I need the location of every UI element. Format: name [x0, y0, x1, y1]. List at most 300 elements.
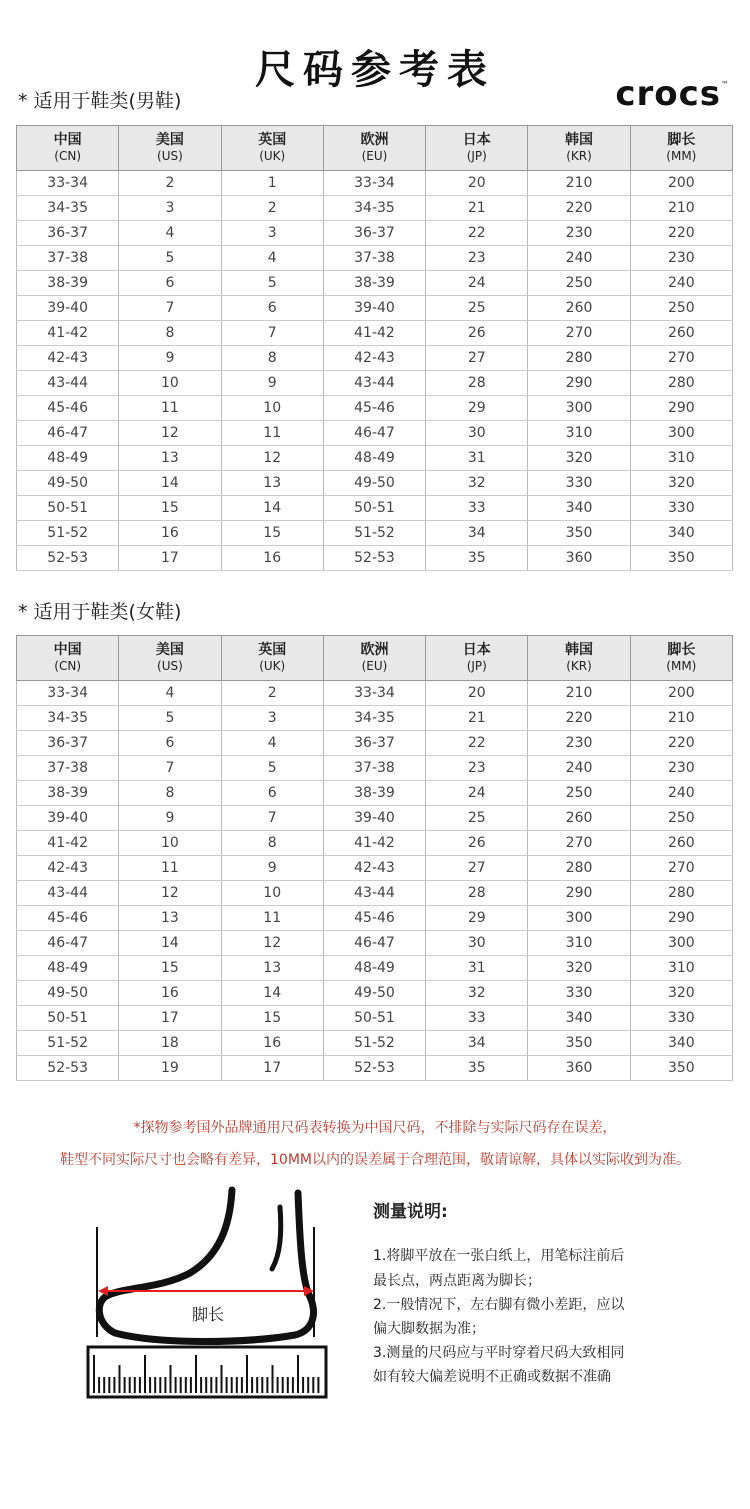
table-cell: 310: [528, 421, 630, 446]
column-header-label: 欧洲: [360, 642, 389, 658]
table-cell: 290: [630, 906, 732, 931]
table-cell: 11: [119, 856, 221, 881]
women-section-label: * 适用于鞋类(女鞋): [18, 601, 182, 623]
table-row: [17, 956, 733, 981]
table-cell: 20: [426, 681, 528, 706]
column-header: [17, 126, 119, 171]
table-cell: 49-50: [17, 981, 119, 1006]
table-cell: 16: [221, 546, 323, 571]
table-cell: 310: [630, 446, 732, 471]
table-row: [17, 1006, 733, 1031]
table-cell: 9: [221, 856, 323, 881]
table-cell: 3: [221, 221, 323, 246]
table-row: [17, 881, 733, 906]
table-cell: 270: [528, 831, 630, 856]
table-cell: 13: [119, 446, 221, 471]
table-cell: 34-35: [323, 706, 425, 731]
column-header-label: 日本: [462, 132, 491, 148]
column-header: [528, 126, 630, 171]
table-cell: 210: [630, 706, 732, 731]
table-row: [17, 831, 733, 856]
table-cell: 7: [119, 756, 221, 781]
table-header-row: [17, 126, 733, 171]
table-cell: 280: [630, 881, 732, 906]
table-cell: 14: [221, 981, 323, 1006]
table-cell: 13: [119, 906, 221, 931]
table-cell: 9: [119, 806, 221, 831]
table-cell: 43-44: [17, 371, 119, 396]
table-cell: 33: [426, 1006, 528, 1031]
table-cell: 4: [221, 246, 323, 271]
crocs-logo: [615, 74, 730, 114]
column-header: [630, 126, 732, 171]
table-cell: 300: [528, 396, 630, 421]
table-row: [17, 906, 733, 931]
measure-line-2: 最长点，两点距离为脚长；: [373, 1273, 541, 1289]
table-cell: 49-50: [323, 981, 425, 1006]
measure-line-5: 3.测量的尺码应与平时穿着尺码大致相同: [373, 1345, 625, 1361]
table-cell: 330: [630, 496, 732, 521]
column-header-label: 韩国: [565, 642, 594, 658]
table-cell: 210: [630, 196, 732, 221]
table-row: [17, 196, 733, 221]
table-cell: 8: [119, 781, 221, 806]
table-cell: 340: [630, 521, 732, 546]
column-header-sub: (KR): [566, 659, 592, 673]
brand-name: crocs: [615, 74, 721, 114]
table-row: [17, 346, 733, 371]
table-cell: 45-46: [323, 906, 425, 931]
table-cell: 280: [528, 346, 630, 371]
column-header: [323, 126, 425, 171]
brand-tm: ™: [721, 80, 730, 89]
table-cell: 34-35: [17, 196, 119, 221]
table-cell: 4: [221, 731, 323, 756]
table-cell: 230: [630, 756, 732, 781]
table-cell: 38-39: [17, 271, 119, 296]
table-cell: 6: [221, 296, 323, 321]
table-cell: 360: [528, 546, 630, 571]
table-cell: 3: [119, 196, 221, 221]
table-cell: 350: [630, 1056, 732, 1081]
table-cell: 30: [426, 931, 528, 956]
table-cell: 320: [528, 956, 630, 981]
table-cell: 17: [119, 546, 221, 571]
table-cell: 300: [630, 931, 732, 956]
table-cell: 37-38: [17, 756, 119, 781]
table-row: [17, 856, 733, 881]
table-cell: 37-38: [17, 246, 119, 271]
table-cell: 42-43: [17, 346, 119, 371]
table-row: [17, 271, 733, 296]
table-cell: 36-37: [323, 221, 425, 246]
column-header-sub: (UK): [259, 659, 286, 673]
column-header-label: 中国: [53, 132, 82, 148]
table-header-row: [17, 636, 733, 681]
table-cell: 30: [426, 421, 528, 446]
table-cell: 330: [528, 471, 630, 496]
table-cell: 52-53: [17, 546, 119, 571]
column-header-label: 欧洲: [360, 132, 389, 148]
column-header: [426, 126, 528, 171]
table-cell: 10: [221, 396, 323, 421]
table-cell: 39-40: [323, 296, 425, 321]
measure-line-4: 偏大脚数据为准；: [373, 1321, 485, 1337]
measure-title: 测量说明:: [373, 1202, 448, 1222]
table-cell: 29: [426, 396, 528, 421]
table-cell: 5: [119, 706, 221, 731]
table-cell: 22: [426, 731, 528, 756]
column-header: [119, 636, 221, 681]
table-cell: 16: [119, 521, 221, 546]
table-cell: 42-43: [17, 856, 119, 881]
table-cell: 3: [221, 706, 323, 731]
table-cell: 14: [119, 471, 221, 496]
table-cell: 250: [528, 271, 630, 296]
table-row: [17, 546, 733, 571]
table-cell: 34-35: [323, 196, 425, 221]
table-cell: 38-39: [323, 271, 425, 296]
table-cell: 300: [528, 906, 630, 931]
table-row: [17, 471, 733, 496]
table-cell: 48-49: [323, 956, 425, 981]
table-cell: 27: [426, 346, 528, 371]
column-header-label: 英国: [258, 642, 287, 658]
table-cell: 260: [528, 296, 630, 321]
table-cell: 15: [221, 1006, 323, 1031]
table-cell: 33-34: [323, 681, 425, 706]
table-cell: 12: [119, 881, 221, 906]
table-cell: 1: [221, 171, 323, 196]
table-cell: 41-42: [323, 831, 425, 856]
table-cell: 34: [426, 1031, 528, 1056]
column-header-label: 美国: [155, 642, 184, 658]
foot-inner-line: [272, 1207, 281, 1269]
measure-line-6: 如有较大偏差说明不正确或数据不准确: [373, 1369, 611, 1385]
table-cell: 33-34: [17, 681, 119, 706]
table-row: [17, 731, 733, 756]
table-row: [17, 706, 733, 731]
table-cell: 10: [221, 881, 323, 906]
table-cell: 240: [528, 756, 630, 781]
table-cell: 51-52: [323, 1031, 425, 1056]
column-header-label: 美国: [155, 132, 184, 148]
table-cell: 6: [119, 731, 221, 756]
table-cell: 38-39: [323, 781, 425, 806]
table-cell: 48-49: [17, 446, 119, 471]
table-cell: 2: [119, 171, 221, 196]
table-cell: 7: [119, 296, 221, 321]
table-cell: 34-35: [17, 706, 119, 731]
table-cell: 330: [528, 981, 630, 1006]
table-cell: 15: [119, 496, 221, 521]
table-cell: 12: [221, 446, 323, 471]
table-cell: 12: [119, 421, 221, 446]
table-cell: 340: [528, 496, 630, 521]
ruler-ticks: [94, 1355, 318, 1393]
table-row: [17, 521, 733, 546]
table-cell: 22: [426, 221, 528, 246]
women-size-table: [16, 635, 733, 1081]
table-cell: 11: [119, 396, 221, 421]
column-header-label: 脚长: [667, 132, 696, 148]
column-header-sub: (US): [157, 659, 183, 673]
table-cell: 280: [528, 856, 630, 881]
table-cell: 300: [630, 421, 732, 446]
table-cell: 43-44: [17, 881, 119, 906]
column-header-sub: (EU): [361, 149, 388, 163]
table-row: [17, 321, 733, 346]
table-cell: 280: [630, 371, 732, 396]
table-cell: 38-39: [17, 781, 119, 806]
table-cell: 11: [221, 906, 323, 931]
table-cell: 230: [630, 246, 732, 271]
table-cell: 290: [630, 396, 732, 421]
table-cell: 50-51: [17, 1006, 119, 1031]
column-header: [221, 636, 323, 681]
table-cell: 270: [630, 856, 732, 881]
table-row: [17, 806, 733, 831]
column-header: [17, 636, 119, 681]
table-cell: 35: [426, 546, 528, 571]
table-cell: 320: [630, 981, 732, 1006]
column-header-sub: (MM): [666, 149, 697, 163]
table-cell: 230: [528, 221, 630, 246]
table-cell: 270: [528, 321, 630, 346]
table-row: [17, 1031, 733, 1056]
table-cell: 21: [426, 706, 528, 731]
table-cell: 49-50: [323, 471, 425, 496]
table-cell: 23: [426, 756, 528, 781]
table-cell: 17: [221, 1056, 323, 1081]
table-cell: 17: [119, 1006, 221, 1031]
men-section-label: * 适用于鞋类(男鞋): [18, 90, 182, 112]
table-cell: 39-40: [323, 806, 425, 831]
table-cell: 14: [221, 496, 323, 521]
table-cell: 45-46: [323, 396, 425, 421]
foot-measure-diagram: [80, 1185, 340, 1405]
measure-line-3: 2.一般情况下，左右脚有微小差距，应以: [373, 1297, 625, 1313]
table-cell: 260: [630, 321, 732, 346]
column-header-label: 脚长: [667, 642, 696, 658]
table-cell: 51-52: [17, 521, 119, 546]
table-cell: 2: [221, 196, 323, 221]
table-row: [17, 171, 733, 196]
table-cell: 41-42: [323, 321, 425, 346]
column-header-sub: (JP): [466, 149, 487, 163]
table-cell: 270: [630, 346, 732, 371]
column-header-sub: (CN): [54, 149, 81, 163]
table-cell: 36-37: [323, 731, 425, 756]
table-row: [17, 681, 733, 706]
table-row: [17, 371, 733, 396]
table-cell: 220: [630, 731, 732, 756]
table-cell: 200: [630, 681, 732, 706]
table-cell: 11: [221, 421, 323, 446]
table-cell: 15: [221, 521, 323, 546]
table-cell: 33-34: [17, 171, 119, 196]
table-cell: 36-37: [17, 731, 119, 756]
table-cell: 5: [119, 246, 221, 271]
table-row: [17, 981, 733, 1006]
table-cell: 52-53: [323, 546, 425, 571]
table-cell: 10: [119, 371, 221, 396]
table-cell: 13: [221, 471, 323, 496]
disclaimer-line-2: 鞋型不同实际尺寸也会略有差异，10MM以内的误差属于合理范围，敬请谅解，具体以实际收到为准。: [60, 1152, 690, 1168]
table-cell: 28: [426, 371, 528, 396]
table-cell: 28: [426, 881, 528, 906]
table-row: [17, 296, 733, 321]
table-cell: 34: [426, 521, 528, 546]
column-header: [119, 126, 221, 171]
table-row: [17, 756, 733, 781]
table-cell: 50-51: [323, 1006, 425, 1031]
table-cell: 260: [630, 831, 732, 856]
table-cell: 240: [630, 271, 732, 296]
table-cell: 36-37: [17, 221, 119, 246]
table-cell: 45-46: [17, 396, 119, 421]
table-cell: 46-47: [323, 421, 425, 446]
table-cell: 43-44: [323, 371, 425, 396]
table-cell: 220: [630, 221, 732, 246]
table-cell: 31: [426, 446, 528, 471]
column-header: [426, 636, 528, 681]
table-cell: 260: [528, 806, 630, 831]
table-cell: 350: [528, 521, 630, 546]
table-cell: 7: [221, 806, 323, 831]
table-cell: 20: [426, 171, 528, 196]
table-row: [17, 1056, 733, 1081]
table-row: [17, 781, 733, 806]
table-cell: 41-42: [17, 831, 119, 856]
table-cell: 46-47: [323, 931, 425, 956]
table-cell: 23: [426, 246, 528, 271]
table-cell: 31: [426, 956, 528, 981]
table-cell: 16: [119, 981, 221, 1006]
column-header-label: 韩国: [565, 132, 594, 148]
table-cell: 39-40: [17, 296, 119, 321]
measure-line-1: 1.将脚平放在一张白纸上，用笔标注前后: [373, 1248, 625, 1264]
column-header-sub: (EU): [361, 659, 388, 673]
table-cell: 360: [528, 1056, 630, 1081]
table-cell: 320: [528, 446, 630, 471]
table-cell: 8: [221, 831, 323, 856]
column-header-label: 中国: [53, 642, 82, 658]
table-row: [17, 496, 733, 521]
table-cell: 21: [426, 196, 528, 221]
table-cell: 14: [119, 931, 221, 956]
table-row: [17, 421, 733, 446]
table-cell: 290: [528, 881, 630, 906]
table-cell: 19: [119, 1056, 221, 1081]
table-cell: 42-43: [323, 856, 425, 881]
table-cell: 10: [119, 831, 221, 856]
table-cell: 210: [528, 171, 630, 196]
table-cell: 7: [221, 321, 323, 346]
table-cell: 42-43: [323, 346, 425, 371]
table-cell: 25: [426, 296, 528, 321]
table-cell: 52-53: [323, 1056, 425, 1081]
table-cell: 50-51: [323, 496, 425, 521]
column-header-sub: (UK): [259, 149, 286, 163]
table-cell: 41-42: [17, 321, 119, 346]
table-cell: 46-47: [17, 421, 119, 446]
table-cell: 6: [119, 271, 221, 296]
table-cell: 52-53: [17, 1056, 119, 1081]
table-cell: 32: [426, 981, 528, 1006]
table-row: [17, 446, 733, 471]
table-cell: 8: [221, 346, 323, 371]
table-cell: 250: [630, 296, 732, 321]
table-cell: 310: [630, 956, 732, 981]
table-cell: 240: [630, 781, 732, 806]
table-cell: 5: [221, 271, 323, 296]
column-header-sub: (KR): [566, 149, 592, 163]
column-header: [221, 126, 323, 171]
table-cell: 46-47: [17, 931, 119, 956]
table-cell: 12: [221, 931, 323, 956]
column-header: [323, 636, 425, 681]
table-cell: 33-34: [323, 171, 425, 196]
table-cell: 32: [426, 471, 528, 496]
table-cell: 5: [221, 756, 323, 781]
table-cell: 29: [426, 906, 528, 931]
foot-length-label: 脚长: [191, 1305, 225, 1324]
table-cell: 27: [426, 856, 528, 881]
table-cell: 320: [630, 471, 732, 496]
table-cell: 48-49: [17, 956, 119, 981]
table-cell: 290: [528, 371, 630, 396]
table-cell: 8: [119, 321, 221, 346]
column-header: [630, 636, 732, 681]
table-cell: 25: [426, 806, 528, 831]
table-row: [17, 931, 733, 956]
table-cell: 250: [528, 781, 630, 806]
table-cell: 340: [630, 1031, 732, 1056]
table-cell: 6: [221, 781, 323, 806]
table-cell: 240: [528, 246, 630, 271]
table-cell: 37-38: [323, 246, 425, 271]
table-cell: 250: [630, 806, 732, 831]
table-cell: 51-52: [17, 1031, 119, 1056]
column-header: [528, 636, 630, 681]
table-cell: 330: [630, 1006, 732, 1031]
men-size-table: [16, 125, 733, 571]
table-cell: 4: [119, 681, 221, 706]
table-cell: 24: [426, 781, 528, 806]
table-row: [17, 246, 733, 271]
table-cell: 51-52: [323, 521, 425, 546]
table-cell: 50-51: [17, 496, 119, 521]
table-cell: 200: [630, 171, 732, 196]
table-cell: 35: [426, 1056, 528, 1081]
table-cell: 39-40: [17, 806, 119, 831]
table-cell: 16: [221, 1031, 323, 1056]
table-cell: 43-44: [323, 881, 425, 906]
table-cell: 310: [528, 931, 630, 956]
table-cell: 4: [119, 221, 221, 246]
table-cell: 13: [221, 956, 323, 981]
column-header-sub: (US): [157, 149, 183, 163]
table-row: [17, 221, 733, 246]
table-cell: 9: [221, 371, 323, 396]
table-cell: 37-38: [323, 756, 425, 781]
table-cell: 9: [119, 346, 221, 371]
table-cell: 24: [426, 271, 528, 296]
column-header-sub: (CN): [54, 659, 81, 673]
table-cell: 230: [528, 731, 630, 756]
column-header-label: 英国: [258, 132, 287, 148]
